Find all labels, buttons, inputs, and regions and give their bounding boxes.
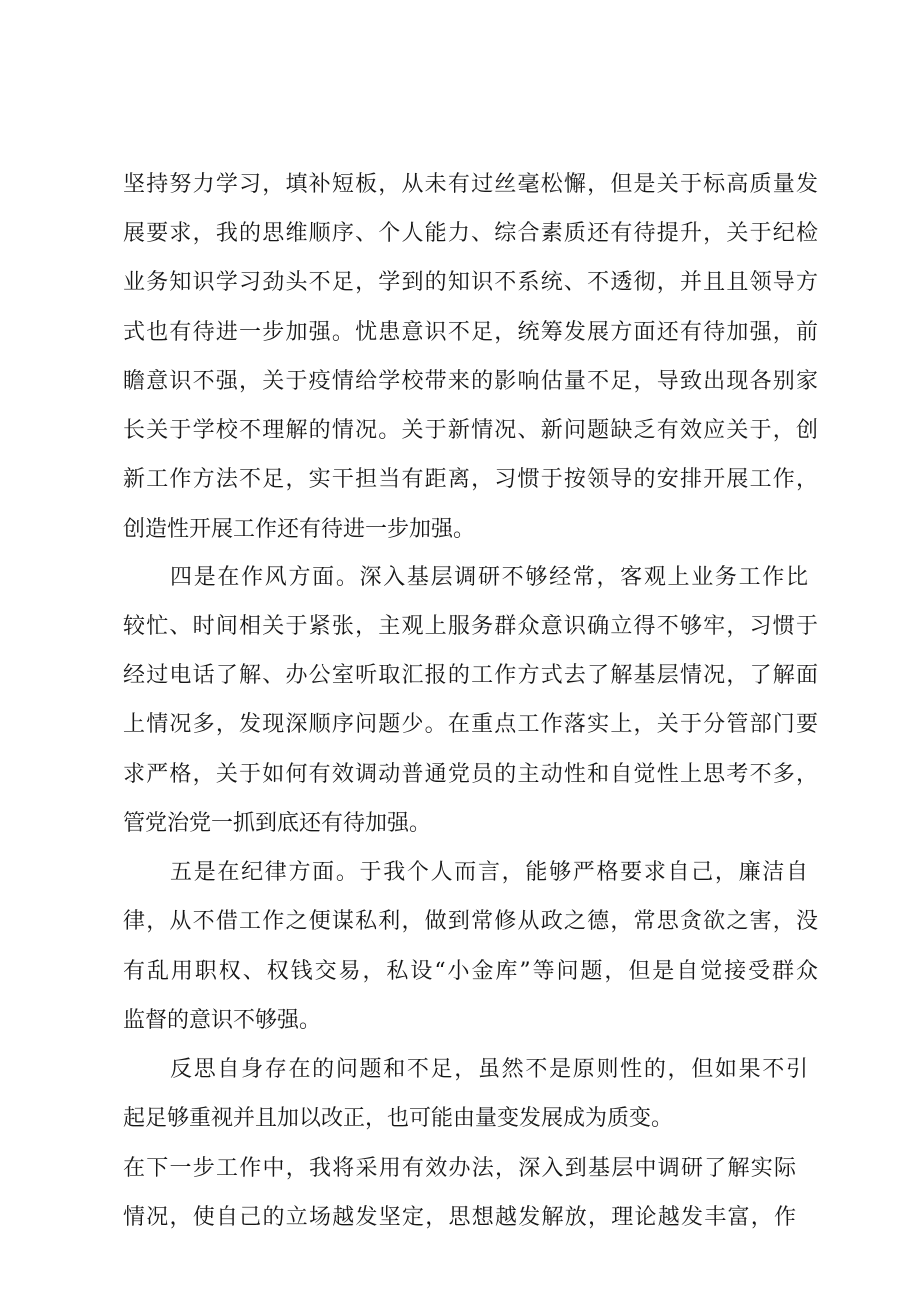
text-line: 展要求，我的思维顺序、个人能力、综合素质还有待提升，关于纪检 <box>123 221 818 246</box>
text-line: 在下一步工作中，我将采用有效办法，深入到基层中调研了解实际 <box>123 1156 796 1181</box>
text-line: 坚持努力学习，填补短板，从未有过丝毫松懈，但是关于标高质量发 <box>123 172 818 197</box>
text-line: 长关于学校不理解的情况。关于新情况、新问题缺乏有效应关于，创 <box>123 418 818 443</box>
text-line: 四是在作风方面。深入基层调研不够经常，客观上业务工作比 <box>170 565 808 590</box>
text-line: 监督的意识不够强。 <box>123 1008 322 1033</box>
text-line: 有乱用职权、权钱交易，私设“小金库”等问题，但是自觉接受群众 <box>123 959 818 984</box>
text-line: 较忙、时间相关于紧张，主观上服务群众意识确立得不够牢，习惯于 <box>123 614 818 639</box>
text-line: 起足够重视并且加以改正，也可能由量变发展成为质变。 <box>123 1106 674 1131</box>
text-line: 新工作方法不足，实干担当有距离，习惯于按领导的安排开展工作， <box>123 467 818 492</box>
text-line: 反思自身存在的问题和不足，虽然不是原则性的，但如果不引 <box>170 1057 808 1082</box>
text-line: 求严格，关于如何有效调动普通党员的主动性和自觉性上思考不多， <box>123 762 818 787</box>
text-line: 业务知识学习劲头不足，学到的知识不系统、不透彻，并且且领导方 <box>123 270 818 295</box>
text-line: 经过电话了解、办公室听取汇报的工作方式去了解基层情况，了解面 <box>123 663 818 688</box>
text-line: 瞻意识不强，关于疫情给学校带来的影响估量不足，导致出现各别家 <box>123 369 818 394</box>
text-line: 情况，使自己的立场越发坚定，思想越发解放，理论越发丰富，作 <box>123 1205 796 1230</box>
text-line: 式也有待进一步加强。忧患意识不足，统筹发展方面还有待加强，前 <box>123 320 818 345</box>
text-line: 五是在纪律方面。于我个人而言，能够严格要求自己，廉洁自 <box>170 860 808 885</box>
text-line: 创造性开展工作还有待进一步加强。 <box>123 517 476 542</box>
text-line: 管党治党一抓到底还有待加强。 <box>123 811 432 836</box>
text-line: 上情况多，发现深顺序问题少。在重点工作落实上，关于分管部门要 <box>123 712 818 737</box>
text-line: 律，从不借工作之便谋私利，做到常修从政之德，常思贪欲之害，没 <box>123 909 818 934</box>
